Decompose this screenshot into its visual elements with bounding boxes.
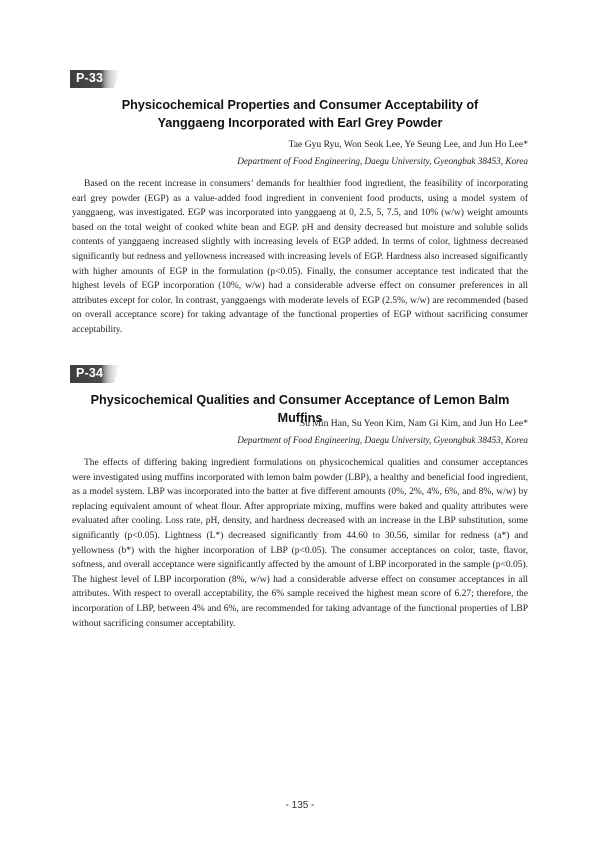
entry-code: P-33	[76, 71, 104, 85]
abstract: The effects of differing baking ingredient formulations on physicochemical qualities and consumer acceptances were investigated using muffins incorporated with lemon balm powder (LBP), a healthy and beneficial food ingredient, as a model system. LBP was incorporated into the batter at five different amounts (0%, 2%, 4%, 6%, and 8%, w/w) by replacing equivalent amount of wheat flour. After appropriate mixing, muffins were baked and quality attributes were evaluated after cooling. Loss rate, pH, density, and hardness decreased with an increase in the LBP substitution, some significantly (p<0.05). Lightness (L*) decreased significantly from 44.60 to 30.56, similar for redness (a*) and yellowness (b*) with the higher incorporation of LBP (p<0.05). The consumer acceptances on color, taste, flavor, softness, and overall acceptance were significantly affected by the amount of LBP incorporated in the sample (p<0.05). The highest level of LBP incorporation (8%, w/w) had a considerable adverse effect on consumer acceptances in all attributes. With respect to overall acceptability, the 6% sample received the highest mean score of 6.27; therefore, the incorporation of LBP, between 4% and 6%, are recommended for taking advantage of the functional properties of LBP without sacrificing consumer acceptability.	[72, 458, 528, 629]
abstract: Based on the recent increase in consumers’ demands for healthier food ingredient, the feasibility of incorporating earl grey powder (EGP) as a value-added food ingredient in convenient food products, using a model system of yanggaeng, was investigated. EGP was incorporated into yanggaeng at 0, 2.5, 5, 7.5, and 10% (w/w) weight amounts based on the total weight of cooked white bean and EGP. pH and density decreased but moisture and soluble solids contents of yanggaeng increased slightly with increasing levels of EGP added. In terms of color, lightness decreased significantly but redness and yellowness increased with increasing levels of EGP. Hardness also increased significantly with higher amounts of EGP in the formulation (p<0.05). Finally, the consumer acceptance test indicated that the highest levels of EGP incorporation (10%, w/w) had a considerable adverse effect on consumer preferences in all attributes except for color. In contrast, yanggaengs with moderate levels of EGP (2.5%, w/w) are recommended (based on overall acceptance score) for taking advantage of the functional properties of EGP without sacrificing consumer acceptability.	[72, 179, 528, 335]
title-line: Physicochemical Qualities and Consumer Acceptance of Lemon Balm Muffins	[90, 393, 510, 425]
entry-code: P-34	[76, 366, 104, 380]
entry-code-badge	[70, 365, 120, 383]
title-line: Physicochemical Properties and Consumer Acceptability of	[121, 98, 479, 112]
affiliation: Department of Food Engineering, Daegu University, Gyeongbuk 38453, Korea	[237, 435, 528, 445]
entry-code-badge	[70, 70, 120, 88]
entry-title	[70, 96, 530, 132]
page-number: - 135 -	[285, 800, 315, 811]
affiliation: Department of Food Engineering, Daegu University, Gyeongbuk 38453, Korea	[237, 156, 528, 166]
authors: Su Min Han, Su Yeon Kim, Nam Gi Kim, and Jun Ho Lee*	[299, 418, 528, 429]
authors: Tae Gyu Ryu, Won Seok Lee, Ye Seung Lee, and Jun Ho Lee*	[288, 139, 528, 150]
title-line: Yanggaeng Incorporated with Earl Grey Powder	[157, 116, 443, 130]
